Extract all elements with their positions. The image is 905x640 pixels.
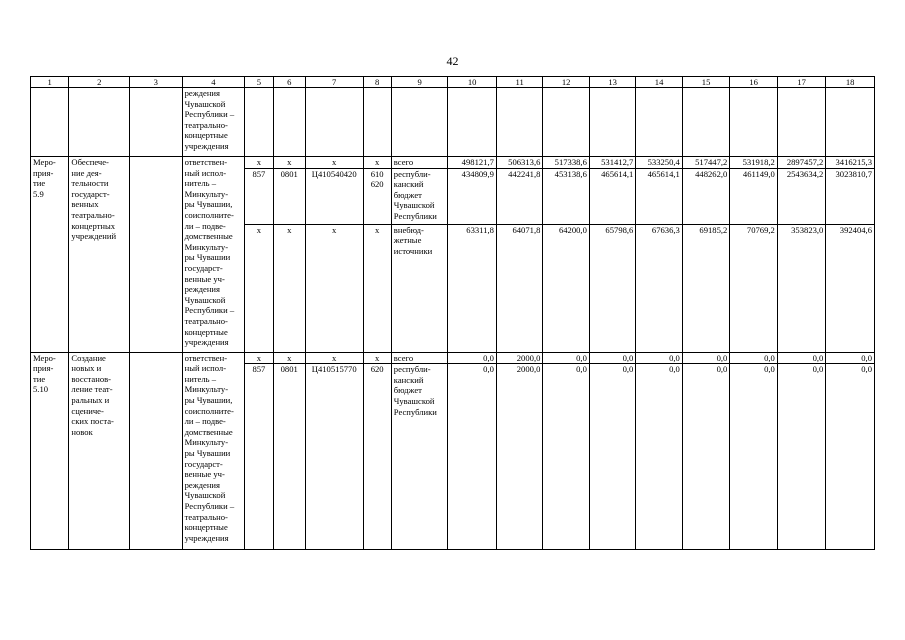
- funding-source: всего: [391, 352, 448, 364]
- col-header: 3: [130, 77, 183, 88]
- measure-name: Обеспече- ние дея- тельности государст- венных театрально- концертных учреждений: [69, 157, 130, 353]
- value-cell: 69185,2: [682, 224, 730, 352]
- value-cell: 434809,9: [448, 168, 497, 224]
- col-header: 7: [305, 77, 363, 88]
- value-cell: 63311,8: [448, 224, 497, 352]
- value-cell: 0,0: [777, 352, 826, 364]
- value-cell: 2000,0: [496, 364, 542, 550]
- value-cell: 498121,7: [448, 157, 497, 169]
- col-header: 17: [777, 77, 826, 88]
- continuation-row: [31, 88, 875, 157]
- value-cell: 517447,2: [682, 157, 730, 169]
- value-cell: 531412,7: [589, 157, 635, 169]
- col-header: 4: [182, 77, 245, 88]
- executor-cell: ответствен- ный испол- нитель – Минкульту- ры Чувашии, соисполните- ли – подве- домственные Минкульту- ры Чувашии государст- венные уч- реждения Чувашской Республики – театрально- концертные учреждения: [182, 157, 245, 353]
- funding-source: внебюд- жетные источники: [391, 224, 448, 352]
- executor-cell: ответствен- ный испол- нитель – Минкульту- ры Чувашии, соисполните- ли – подве- домственные Минкульту- ры Чувашии государст- венные уч- реждения Чувашской Республики – театрально- концертные учреждения: [182, 352, 245, 550]
- value-cell: 70769,2: [730, 224, 778, 352]
- value-cell: 0,0: [589, 364, 635, 550]
- cell-expense-type: х: [363, 224, 391, 352]
- value-cell: 0,0: [682, 364, 730, 550]
- value-cell: 506313,6: [496, 157, 542, 169]
- col-header: 12: [543, 77, 589, 88]
- cell-section: 0801: [273, 364, 305, 550]
- cell-grbs: х: [245, 224, 273, 352]
- value-cell: 0,0: [543, 352, 589, 364]
- value-cell: 2000,0: [496, 352, 542, 364]
- value-cell: 2543634,2: [777, 168, 826, 224]
- value-cell: 67636,3: [636, 224, 682, 352]
- value-cell: 0,0: [543, 364, 589, 550]
- value-cell: 0,0: [826, 364, 875, 550]
- cell-target: х: [305, 157, 363, 169]
- col-header: 18: [826, 77, 875, 88]
- col-header: 1: [31, 77, 69, 88]
- cell-target: х: [305, 352, 363, 364]
- value-cell: 531918,2: [730, 157, 778, 169]
- table-row: [31, 157, 875, 169]
- value-cell: 517338,6: [543, 157, 589, 169]
- cell-expense-type: х: [363, 157, 391, 169]
- value-cell: 0,0: [636, 352, 682, 364]
- funding-source: всего: [391, 157, 448, 169]
- col-header: 9: [391, 77, 448, 88]
- col-header: 5: [245, 77, 273, 88]
- value-cell: 0,0: [777, 364, 826, 550]
- col-header: 6: [273, 77, 305, 88]
- value-cell: 0,0: [730, 364, 778, 550]
- value-cell: 0,0: [448, 364, 497, 550]
- value-cell: 0,0: [636, 364, 682, 550]
- cell-grbs: х: [245, 157, 273, 169]
- value-cell: 0,0: [826, 352, 875, 364]
- executor-cell: реждения Чувашской Республики – театрально- концертные учреждения: [182, 88, 245, 157]
- page-number: 42: [446, 54, 459, 68]
- value-cell: 392404,6: [826, 224, 875, 352]
- funding-source: республи- канский бюджет Чувашской Республики: [391, 168, 448, 224]
- cell-target: Ц410515770: [305, 364, 363, 550]
- cell-section: х: [273, 224, 305, 352]
- value-cell: 64200,0: [543, 224, 589, 352]
- value-cell: 64071,8: [496, 224, 542, 352]
- cell-section: х: [273, 157, 305, 169]
- value-cell: 0,0: [730, 352, 778, 364]
- cell-target: х: [305, 224, 363, 352]
- cell-expense-type: 610 620: [363, 168, 391, 224]
- header-row: [31, 77, 875, 88]
- col-header: 16: [730, 77, 778, 88]
- value-cell: 465614,1: [636, 168, 682, 224]
- value-cell: 0,0: [589, 352, 635, 364]
- cell-section: 0801: [273, 168, 305, 224]
- cell-target: Ц410540420: [305, 168, 363, 224]
- value-cell: 448262,0: [682, 168, 730, 224]
- value-cell: 0,0: [682, 352, 730, 364]
- value-cell: 461149,0: [730, 168, 778, 224]
- col-header: 10: [448, 77, 497, 88]
- col-header: 8: [363, 77, 391, 88]
- cell-expense-type: 620: [363, 364, 391, 550]
- value-cell: 533250,4: [636, 157, 682, 169]
- value-cell: 453138,6: [543, 168, 589, 224]
- cell-grbs: 857: [245, 168, 273, 224]
- cell-grbs: 857: [245, 364, 273, 550]
- value-cell: 65798,6: [589, 224, 635, 352]
- program-table: [30, 76, 875, 550]
- value-cell: 465614,1: [589, 168, 635, 224]
- value-cell: 3023810,7: [826, 168, 875, 224]
- table-row: [31, 352, 875, 364]
- col-header: 14: [636, 77, 682, 88]
- col-header: 13: [589, 77, 635, 88]
- measure-name: Создание новых и восстанов- ление теат- ральных и сцениче- ских поста- новок: [69, 352, 130, 550]
- value-cell: 353823,0: [777, 224, 826, 352]
- cell-section: х: [273, 352, 305, 364]
- value-cell: 2897457,2: [777, 157, 826, 169]
- col-header: 2: [69, 77, 130, 88]
- measure-id: Меро- прия- тие 5.10: [31, 352, 69, 550]
- value-cell: 0,0: [448, 352, 497, 364]
- measure-id: Меро- прия- тие 5.9: [31, 157, 69, 353]
- cell-grbs: х: [245, 352, 273, 364]
- cell-expense-type: х: [363, 352, 391, 364]
- col-header: 11: [496, 77, 542, 88]
- value-cell: 442241,8: [496, 168, 542, 224]
- col-header: 15: [682, 77, 730, 88]
- value-cell: 3416215,3: [826, 157, 875, 169]
- funding-source: республи- канский бюджет Чувашской Республики: [391, 364, 448, 550]
